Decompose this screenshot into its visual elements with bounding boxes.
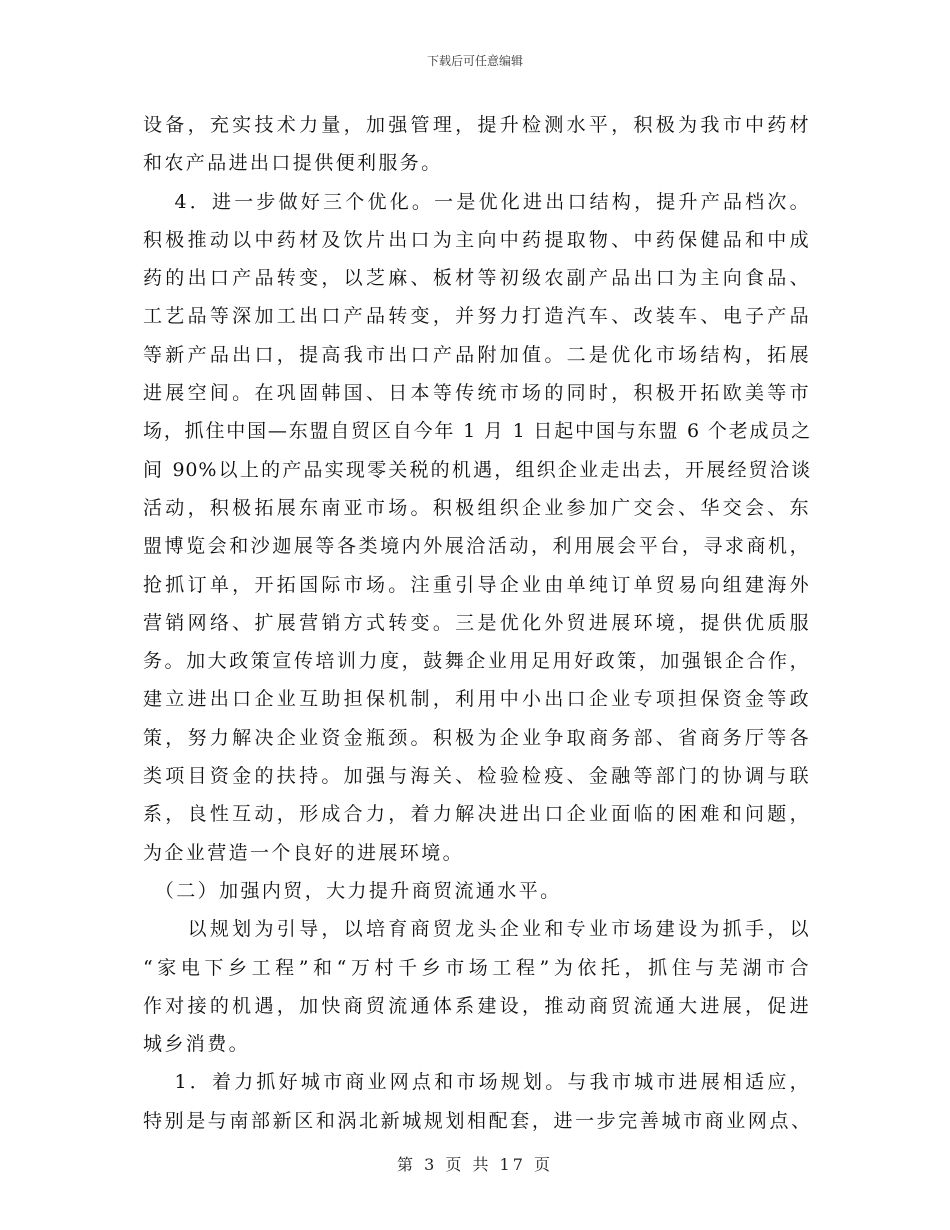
text-line: 场，抓住中国—东盟自贸区自今年 1 月 1 日起中国与东盟 6 个老成员之: [143, 420, 811, 443]
text-line: 抢抓订单，开拓国际市场。注重引导企业由单纯订单贸易向组建海外: [143, 573, 811, 596]
text-line: “家电下乡工程”和“万村千乡市场工程”为依托，抓住与芜湖市合: [143, 956, 811, 979]
text-line: 为企业营造一个良好的进展环境。: [143, 841, 465, 864]
text-line: 以规划为引导，以培育商贸龙头企业和专业市场建设为抓手，以: [143, 918, 811, 941]
text-line: 药的出口产品转变，以芝麻、板材等初级农副产品出口为主向食品、: [143, 267, 811, 290]
text-line: 类项目资金的扶持。加强与海关、检验检疫、金融等部门的协调与联: [143, 765, 811, 788]
text-line: 进展空间。在巩固韩国、日本等传统市场的同时，积极开拓欧美等市: [143, 382, 811, 405]
page-number: 第 3 页 共 17 页: [397, 1155, 553, 1174]
text-line: 建立进出口企业互助担保机制，利用中小出口企业专项担保资金等政: [143, 688, 811, 711]
text-line: 策，努力解决企业资金瓶颈。积极为企业争取商务部、省商务厅等各: [143, 726, 811, 749]
text-line: 和农产品进出口提供便利服务。: [143, 152, 443, 175]
text-line: 4．进一步做好三个优化。一是优化进出口结构，提升产品档次。: [143, 190, 811, 213]
text-line: 作对接的机遇，加快商贸流通体系建设，推动商贸流通大进展，促进: [143, 994, 811, 1017]
page-header: 下载后可任意编辑: [426, 54, 523, 68]
text-line: 积极推动以中药材及饮片出口为主向中药提取物、中药保健品和中成: [143, 228, 811, 251]
text-line: 盟博览会和沙迦展等各类境内外展洽活动，利用展会平台，寻求商机，: [143, 535, 811, 558]
section-heading: （二）加强内贸，大力提升商贸流通水平。: [143, 879, 562, 902]
text-line: 特别是与南部新区和涡北新城规划相配套，进一步完善城市商业网点、: [143, 1109, 811, 1132]
text-line: 1．着力抓好城市商业网点和市场规划。与我市城市进展相适应，: [143, 1071, 811, 1094]
text-line: 务。加大政策宣传培训力度，鼓舞企业用足用好政策，加强银企合作，: [143, 650, 811, 673]
text-line: 间 90%以上的产品实现零关税的机遇，组织企业走出去，开展经贸洽谈: [143, 458, 811, 481]
text-line: 营销网络、扩展营销方式转变。三是优化外贸进展环境，提供优质服: [143, 611, 811, 634]
text-line: 活动，积极拓展东南亚市场。积极组织企业参加广交会、华交会、东: [143, 496, 811, 519]
text-line: 等新产品出口，提高我市出口产品附加值。二是优化市场结构，拓展: [143, 343, 811, 366]
text-line: 城乡消费。: [143, 1033, 251, 1056]
text-line: 工艺品等深加工出口产品转变，并努力打造汽车、改装车、电子产品: [143, 305, 811, 328]
text-line: 设备，充实技术力量，加强管理，提升检测水平，积极为我市中药材: [143, 114, 811, 136]
document-body: [143, 106, 811, 1140]
text-line: 系，良性互动，形成合力，着力解决进出口企业面临的困难和问题，: [143, 803, 811, 826]
